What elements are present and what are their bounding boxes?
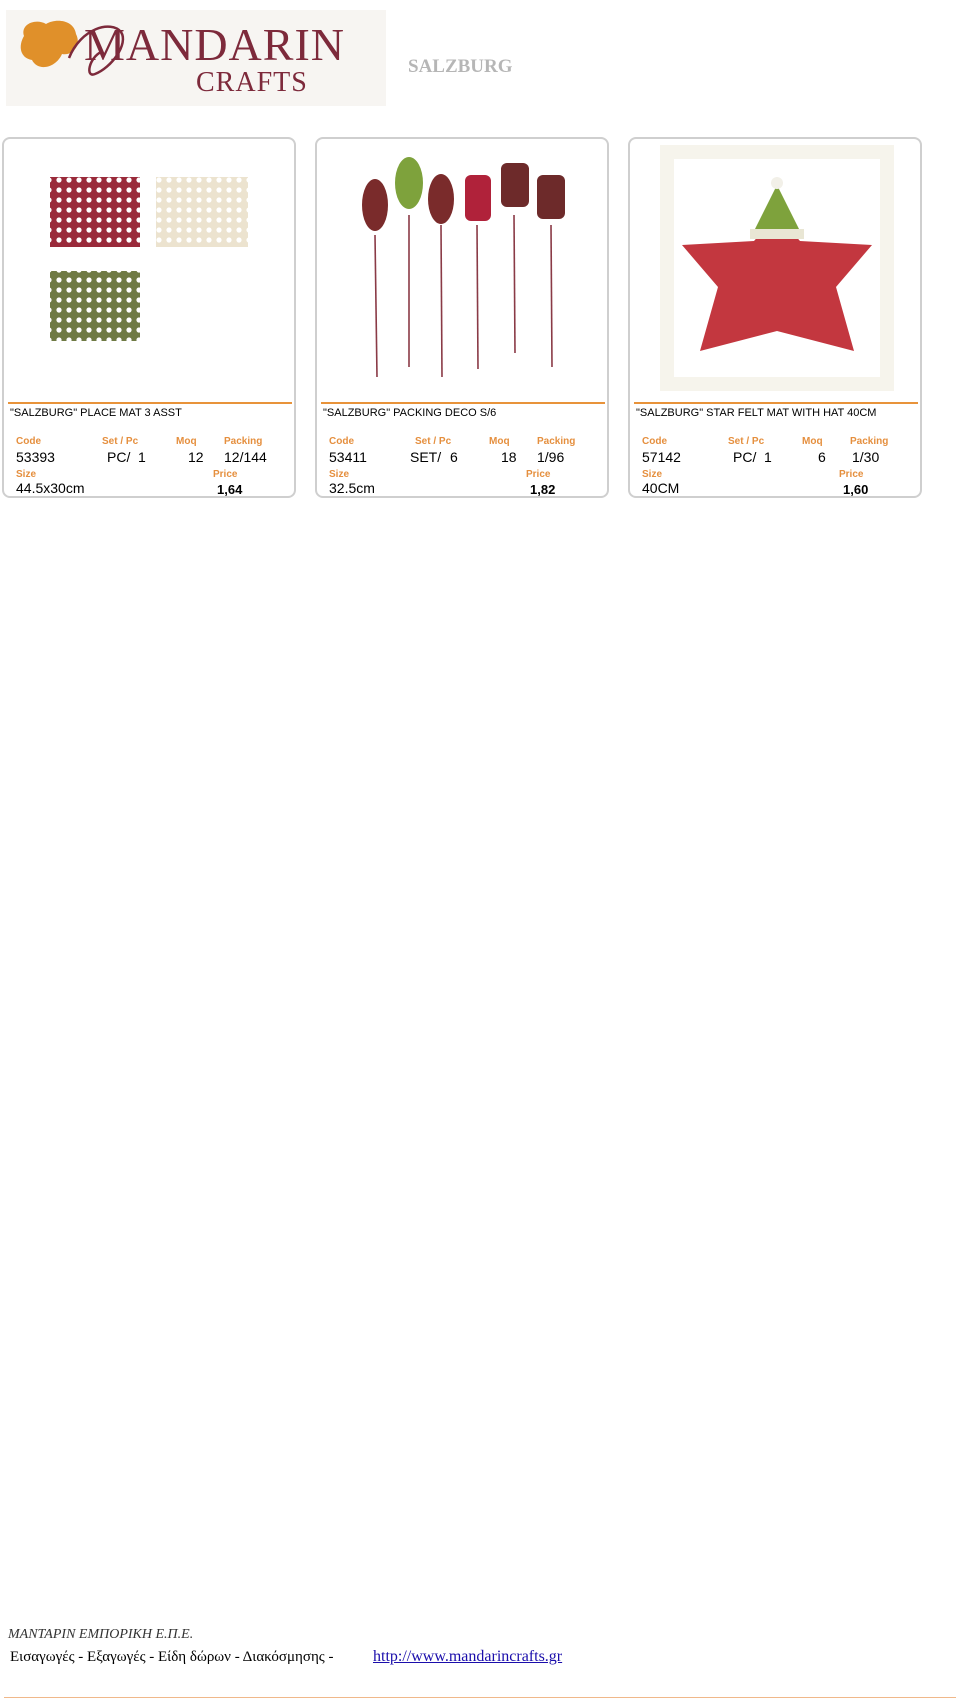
packing-value: 12/144: [224, 449, 267, 465]
company-name: ΜΑΝΤΑΡΙΝ ΕΜΠΟΡΙΚΗ Ε.Π.Ε.: [8, 1627, 194, 1642]
moq-value: 12: [188, 449, 204, 465]
price-value: 1,82: [530, 482, 556, 497]
product-card[interactable]: [628, 137, 922, 498]
code-value: 53411: [329, 449, 367, 465]
setpc-label: Set / Pc: [102, 436, 139, 447]
moq-label: Moq: [489, 436, 510, 447]
size-label: Size: [329, 469, 350, 480]
brand-name: MANDARIN: [84, 19, 345, 70]
code-label: Code: [642, 436, 667, 447]
divider: [8, 402, 292, 404]
price-value: 1,60: [843, 482, 869, 497]
website-link[interactable]: http://www.mandarincrafts.gr: [373, 1648, 563, 1665]
code-label: Code: [329, 436, 354, 447]
packing-value: 1/96: [537, 449, 565, 465]
size-label: Size: [642, 469, 663, 480]
unit-value: PC/: [733, 449, 757, 465]
price-label: Price: [526, 469, 551, 480]
qty-value: 1: [764, 449, 772, 465]
price-label: Price: [839, 469, 864, 480]
qty-value: 1: [138, 449, 146, 465]
qty-value: 6: [450, 449, 458, 465]
size-value: 32.5cm: [329, 480, 375, 496]
moq-label: Moq: [802, 436, 823, 447]
footer-divider: [4, 1697, 956, 1698]
unit-value: SET/: [410, 449, 442, 465]
product-name: "SALZBURG" STAR FELT MAT WITH HAT 40CM: [636, 407, 877, 419]
unit-value: PC/: [107, 449, 131, 465]
company-description: Εισαγωγές - Εξαγωγές - Είδη δώρων - Διακόσμησης -: [10, 1649, 334, 1665]
moq-value: 6: [818, 449, 826, 465]
size-label: Size: [16, 469, 37, 480]
moq-value: 18: [501, 449, 517, 465]
product-card[interactable]: [2, 137, 296, 498]
setpc-label: Set / Pc: [728, 436, 765, 447]
place-mats-image: [34, 145, 268, 391]
moq-label: Moq: [176, 436, 197, 447]
divider: [634, 402, 918, 404]
code-value: 57142: [642, 449, 681, 465]
price-label: Price: [213, 469, 238, 480]
star-mat-image: [660, 145, 894, 391]
price-value: 1,64: [217, 482, 243, 497]
brand-logo: [6, 10, 386, 106]
code-label: Code: [16, 436, 41, 447]
setpc-label: Set / Pc: [415, 436, 452, 447]
product-name: "SALZBURG" PACKING DECO S/6: [323, 407, 497, 419]
product-name: "SALZBURG" PLACE MAT 3 ASST: [10, 407, 182, 419]
product-card[interactable]: [315, 137, 609, 498]
brand-sub: CRAFTS: [196, 67, 308, 98]
code-value: 53393: [16, 449, 55, 465]
packing-label: Packing: [537, 436, 576, 447]
catalog-title: SALZBURG: [408, 56, 513, 77]
deco-picks-image: [347, 145, 581, 391]
packing-label: Packing: [850, 436, 889, 447]
packing-value: 1/30: [852, 449, 880, 465]
size-value: 40CM: [642, 480, 680, 496]
divider: [321, 402, 605, 404]
packing-label: Packing: [224, 436, 263, 447]
size-value: 44.5x30cm: [16, 480, 85, 496]
